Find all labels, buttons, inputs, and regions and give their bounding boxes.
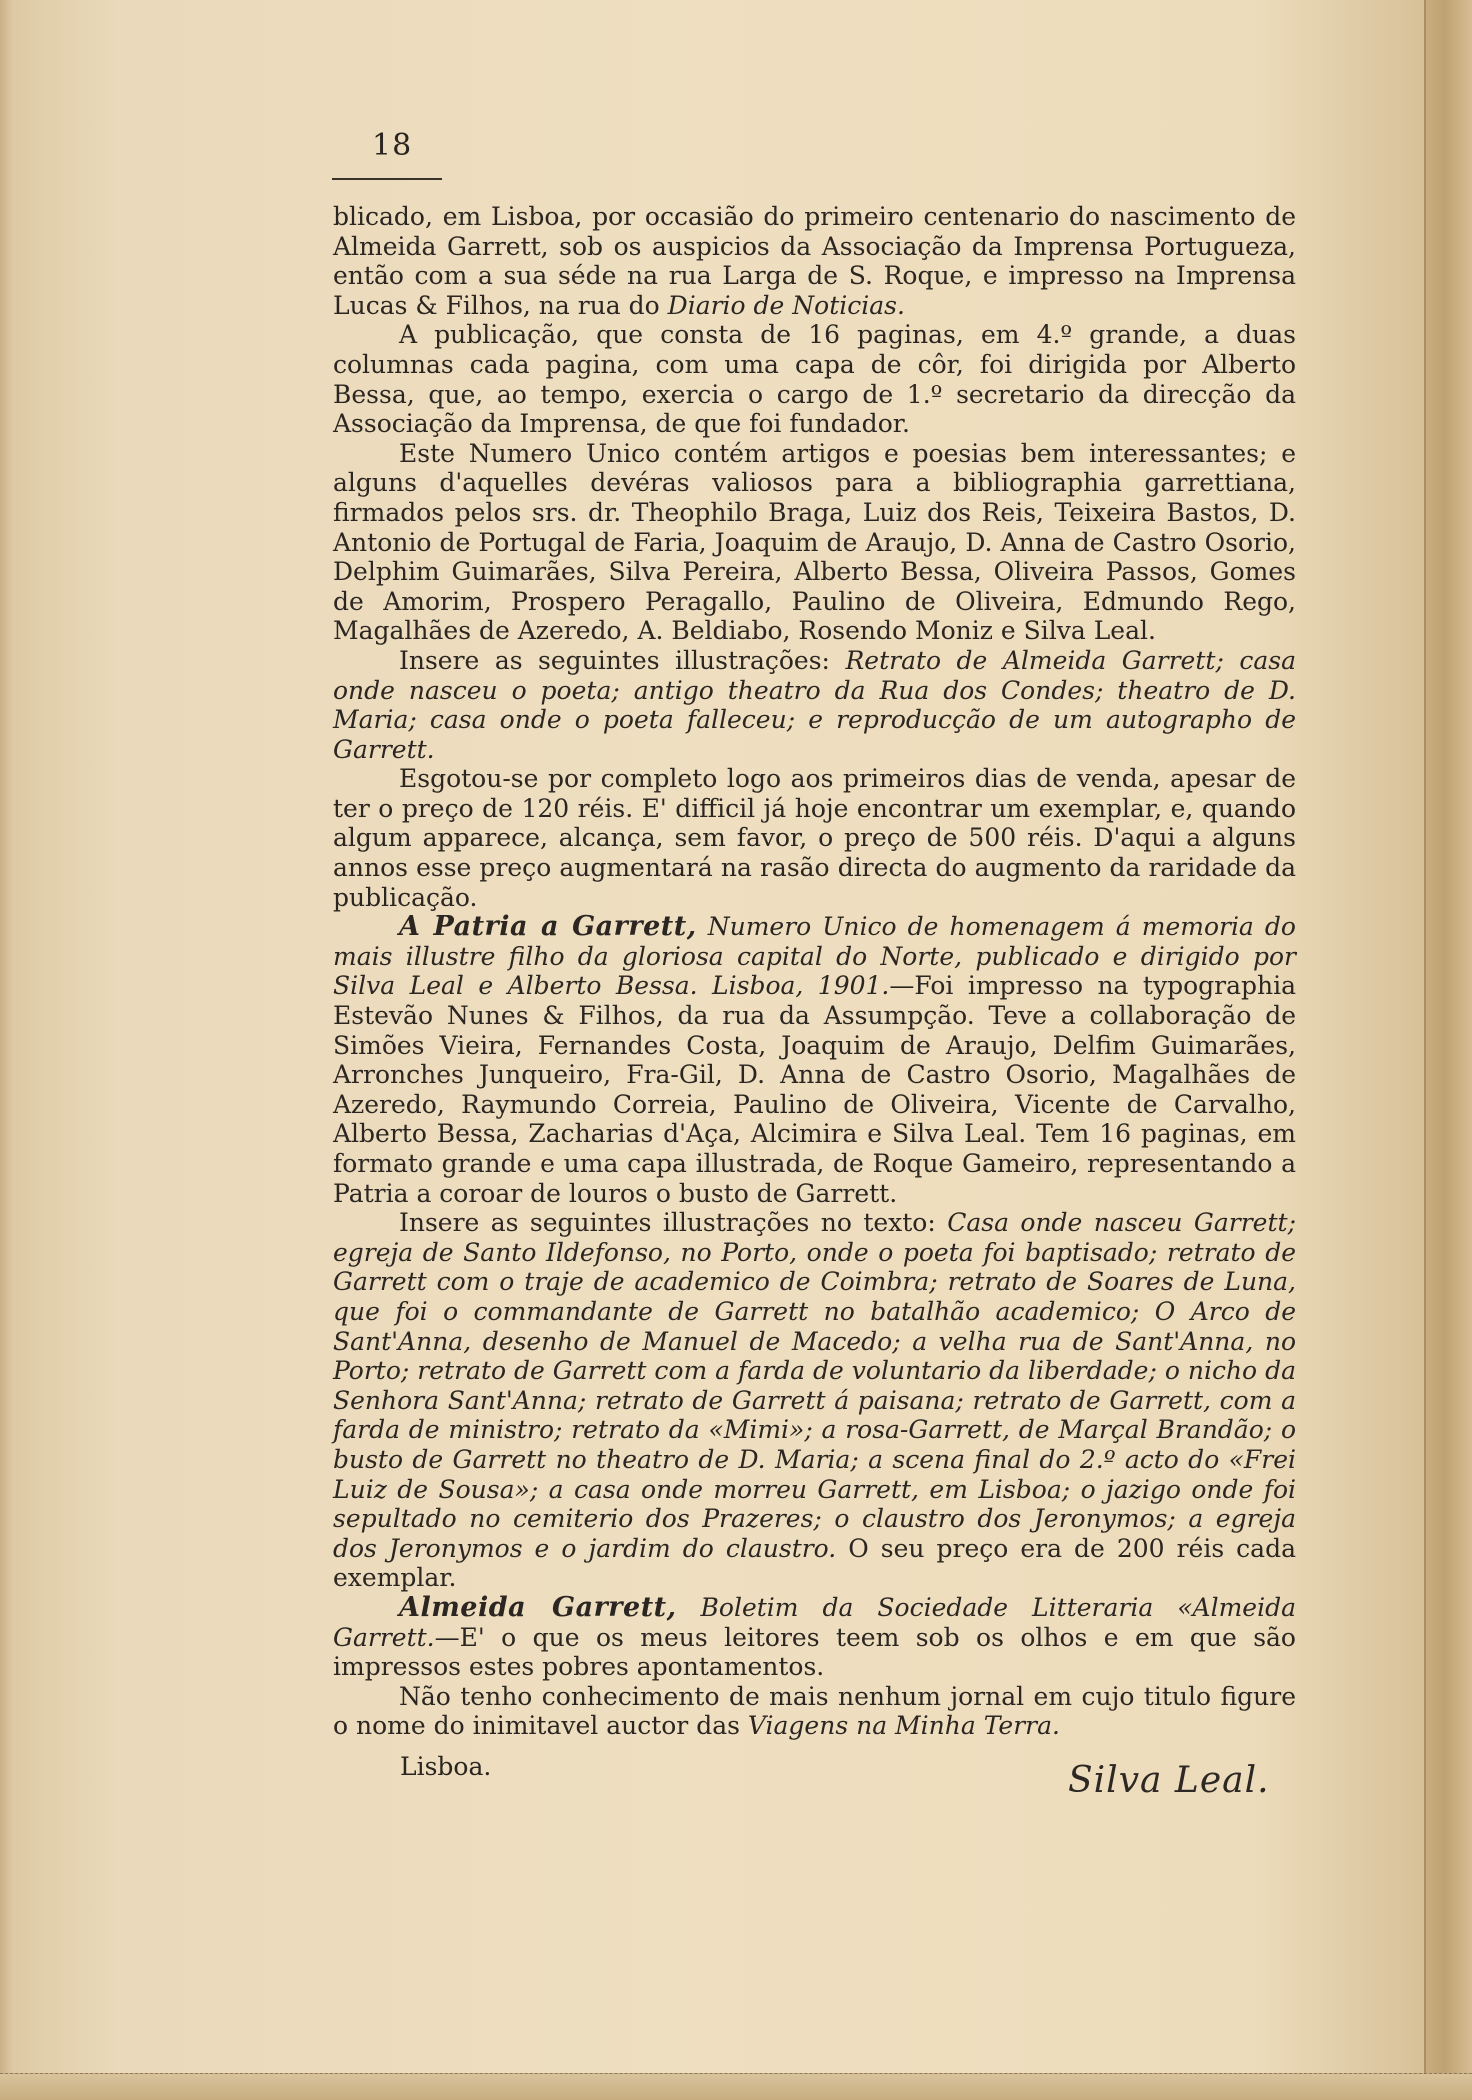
paragraph-italic: Boletim da Sociedade Litteraria «Almeida Garrett.	[333, 1592, 1296, 1652]
paragraph	[333, 320, 1296, 438]
paragraph-italic: Numero Unico de homenagem á memoria do mais illustre filho da gloriosa capital do Norte, publicado e dirigido por Silva Leal e Alberto Bessa. Lisboa, 1901.	[333, 912, 1296, 1001]
closing-place: Lisboa.	[400, 1752, 492, 1781]
paragraph	[333, 1593, 1296, 1682]
page-number: 18	[372, 128, 413, 163]
paragraph-text: A publicação, que consta de 16 paginas, em 4.º grande, a duas columnas cada pagina, com uma capa de côr, foi dirigida por Alberto Bessa, que, ao tempo, exercia o cargo de 1.º secretario da direcção da Associação da Imprensa, de que foi fundador.	[333, 320, 1296, 439]
paragraph-italic: Diario de Noticias.	[667, 290, 905, 320]
paragraph-text: —E' o que os meus leitores teem sob os olhos e em que são impressos estes pobres apontamentos.	[333, 1622, 1296, 1682]
paragraph-text: O seu preço era de 200 réis cada exemplar.	[333, 1533, 1296, 1593]
paragraph-italic: Retrato de Almeida Garrett; casa onde nasceu o poeta; antigo theatro da Rua dos Condes; theatro de D. Maria; casa onde o poeta falleceu; e reproducção de um autographo de Garrett.	[333, 645, 1296, 764]
publication-title: A Patria a Garrett,	[399, 911, 697, 943]
header-rule	[332, 178, 442, 180]
paragraph-text: Esgotou-se por completo logo aos primeiros dias de venda, apesar de ter o preço de 120 réis. E' difficil já hoje encontrar um exemplar, e, quando algum apparece, alcança, sem favor, o preço de 500 réis. D'aqui a alguns annos esse preço augmentará na rasão directa do augmento da raridade da publicação.	[333, 764, 1296, 912]
paragraph-text: blicado, em Lisboa, por occasião do primeiro centenario do nascimento de Almeida Garrett, sob os auspicios da Associação da Imprensa Portugueza, então com a sua séde na rua Larga de S. Roque, e impresso na Imprensa Lucas & Filhos, na rua do	[333, 202, 1296, 320]
paragraph-text: —Foi impresso na typographia Estevão Nunes & Filhos, da rua da Assumpção. Teve a collaboração de Simões Vieira, Fernandes Costa, Joaquim de Araujo, Delfim Guimarães, Arronches Junqueiro, Fra-Gil, D. Anna de Castro Osorio, Magalhães de Azeredo, Raymundo Correia, Paulino de Oliveira, Vicente de Carvalho, Alberto Bessa, Zacharias d'Aça, Alcimira e Silva Leal. Tem 16 paginas, em formato grande e uma capa illustrada, de Roque Gameiro, representando a Patria a coroar de louros o busto de Garrett.	[333, 971, 1296, 1208]
paragraph-text: Não tenho conhecimento de mais nenhum jornal em cujo titulo figure o nome do inimitavel auctor das	[333, 1681, 1296, 1741]
paragraph-text: Insere as seguintes illustrações:	[399, 645, 846, 675]
page-binding-edge	[1424, 0, 1472, 2100]
author-signature: Silva Leal.	[1068, 1760, 1270, 1801]
paragraph	[333, 439, 1296, 646]
paragraph-italic: Viagens na Minha Terra.	[747, 1711, 1060, 1741]
paragraph	[333, 646, 1296, 764]
paragraph	[333, 202, 1296, 320]
paragraph	[333, 912, 1296, 1208]
paragraph-italic: Casa onde nasceu Garrett; egreja de Santo Ildefonso, no Porto, onde o poeta foi baptisado; retrato de Garrett com o traje de academico de Coimbra; retrato de Soares de Luna, que foi o commandante de Garrett no batalhão academico; O Arco de Sant'Anna, desenho de Manuel de Macedo; a velha rua de Sant'Anna, no Porto; retrato de Garrett com a farda de voluntario da liberdade; o nicho da Senhora Sant'Anna; retrato de Garrett á paisana; retrato de Garrett, com a farda de ministro; retrato da «Mimi»; a rosa-Garrett, de Marçal Brandão; o busto de Garrett no theatro de D. Maria; a scena final do 2.º acto do «Frei Luiz de Sousa»; a casa onde morreu Garrett, em Lisboa; o jazigo onde foi sepultado no cemiterio dos Prazeres; o claustro dos Jeronymos; a egreja dos Jeronymos e o jardim do claustro.	[333, 1208, 1296, 1563]
publication-title: Almeida Garrett,	[399, 1591, 677, 1623]
page-left-edge	[0, 0, 14, 2100]
paragraph	[333, 1208, 1296, 1593]
paragraph	[333, 1682, 1296, 1741]
paragraph-text: Este Numero Unico contém artigos e poesias bem interessantes; e alguns d'aquelles devéras valiosos para a bibliographia garrettiana, firmados pelos srs. dr. Theophilo Braga, Luiz dos Reis, Teixeira Bastos, D. Antonio de Portugal de Faria, Joaquim de Araujo, D. Anna de Castro Osorio, Delphim Guimarães, Silva Pereira, Alberto Bessa, Oliveira Passos, Gomes de Amorim, Prospero Peragallo, Paulino de Oliveira, Edmundo Rego, Magalhães de Azeredo, A. Beldiabo, Rosendo Moniz e Silva Leal.	[333, 438, 1296, 646]
article-body	[333, 202, 1296, 1741]
paragraph	[333, 764, 1296, 912]
page-bottom-edge	[0, 2073, 1472, 2100]
paragraph-text: Insere as seguintes illustrações no texto:	[399, 1208, 948, 1238]
